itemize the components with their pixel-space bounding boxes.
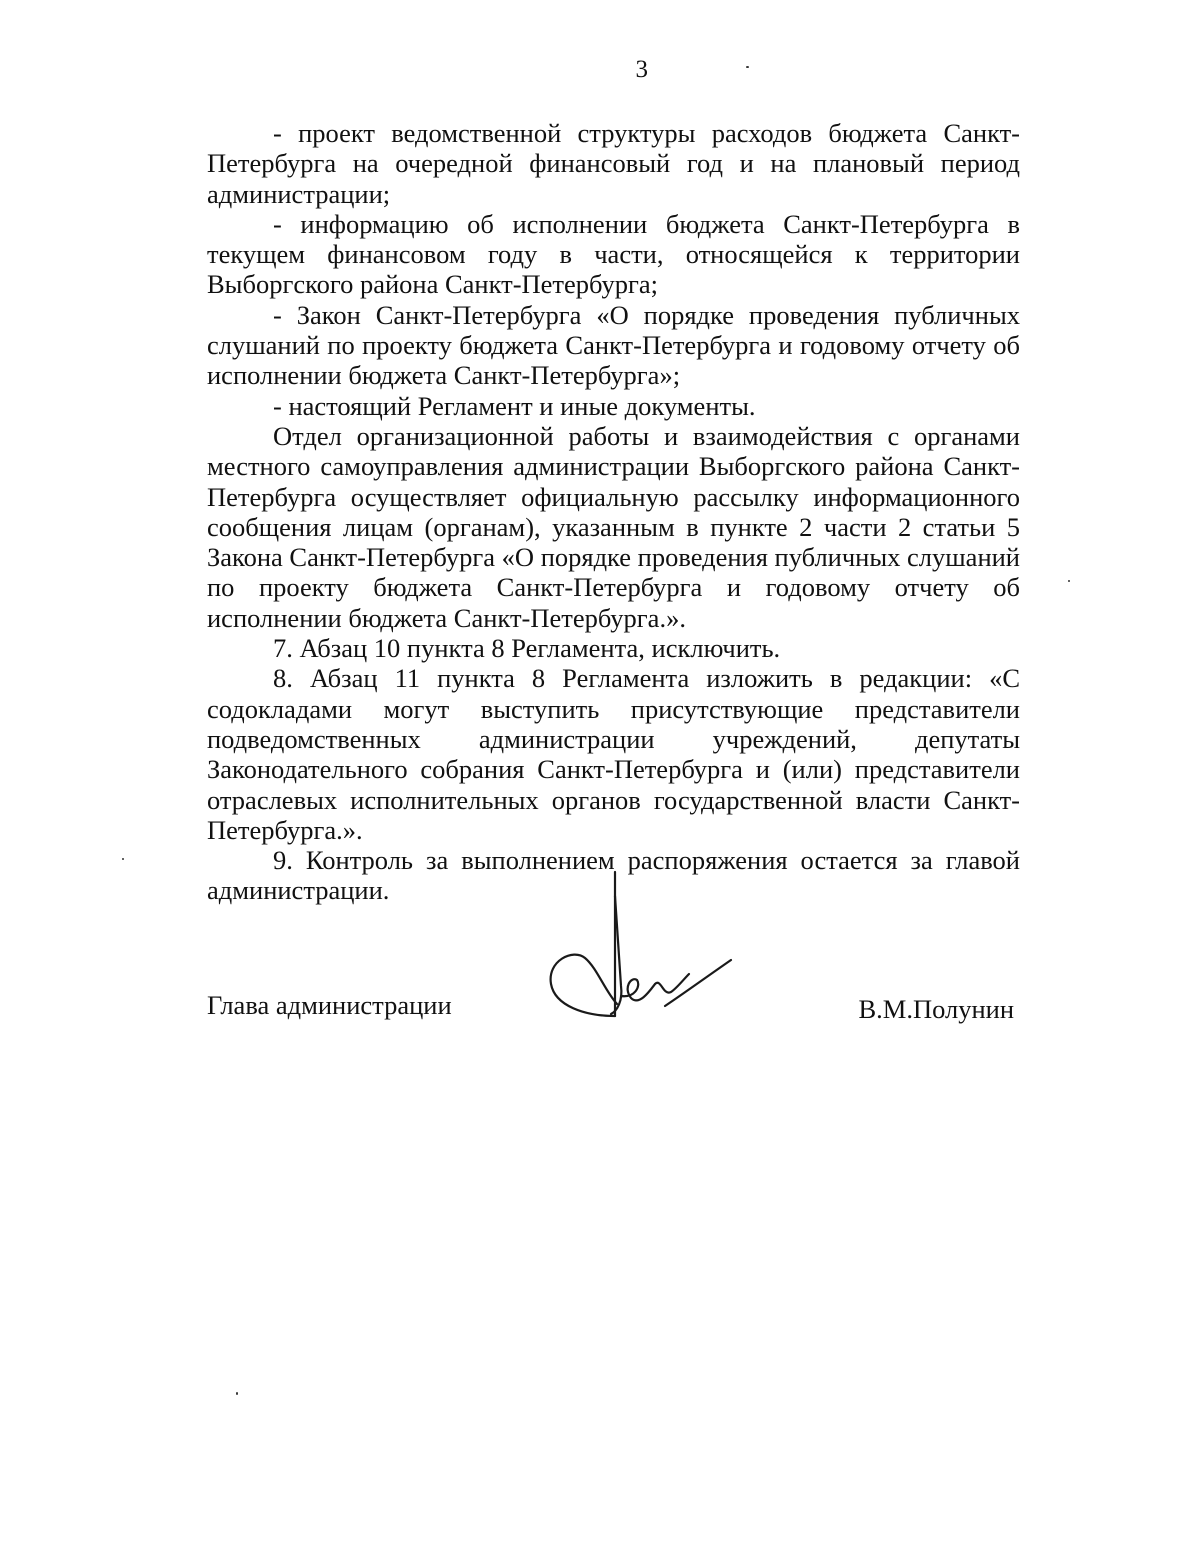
scan-speck (122, 858, 124, 860)
scan-speck (236, 1392, 238, 1395)
document-body (207, 118, 1020, 906)
paragraph-item-8: 8. Абзац 11 пункта 8 Регламента изложить в редакции: «С содокладами могут выступить присутствующие представители подведомственных администрации учреждений, депутаты Законодательного собрания Санкт-Петербурга и (или) представители отраслевых исполнительных органов государственной власти Санкт-Петербурга.». (207, 663, 1020, 845)
signature-block (207, 990, 1020, 1030)
signatory-title: Глава администрации (207, 990, 452, 1020)
paragraph-item-7: 7. Абзац 10 пункта 8 Регламента, исключить. (273, 633, 781, 664)
paragraph-item-9: 9. Контроль за выполнением распоряжения остается за главой администрации. (207, 845, 1020, 906)
signatory-name: В.М.Полунин (858, 994, 1014, 1024)
paragraph-regulation-documents: - настоящий Регламент и иные документы. (273, 390, 756, 421)
scan-speck (1068, 580, 1070, 582)
paragraph-budget-structure: - проект ведомственной структуры расходов бюджета Санкт-Петербурга на очередной финансовый год и на плановый период администрации; (207, 118, 1020, 209)
paragraph-mailing-department: Отдел организационной работы и взаимодействия с органами местного самоуправления администрации Выборгского района Санкт-Петербурга осуществляет официальную рассылку информационного сообщения лицам (органам), указанным в пункте 2 части 2 статьи 5 Закона Санкт-Петербурга «О порядке проведения публичных слушаний по проекту бюджета Санкт-Петербурга и годовому отчету об исполнении бюджета Санкт-Петербурга.». (207, 420, 1020, 633)
page-number: 3 (635, 56, 649, 83)
scan-speck (746, 66, 749, 68)
paragraph-law-public-hearings: - Закон Санкт-Петербурга «О порядке проведения публичных слушаний по проекту бюджета Санкт-Петербурга и годовому отчету об исполнении бюджета Санкт-Петербурга»; (207, 299, 1020, 391)
paragraph-budget-execution-info: - информацию об исполнении бюджета Санкт-Петербурга в текущем финансовом году в части, относящейся к территории Выборгского района Санкт-Петербурга; (207, 208, 1020, 300)
